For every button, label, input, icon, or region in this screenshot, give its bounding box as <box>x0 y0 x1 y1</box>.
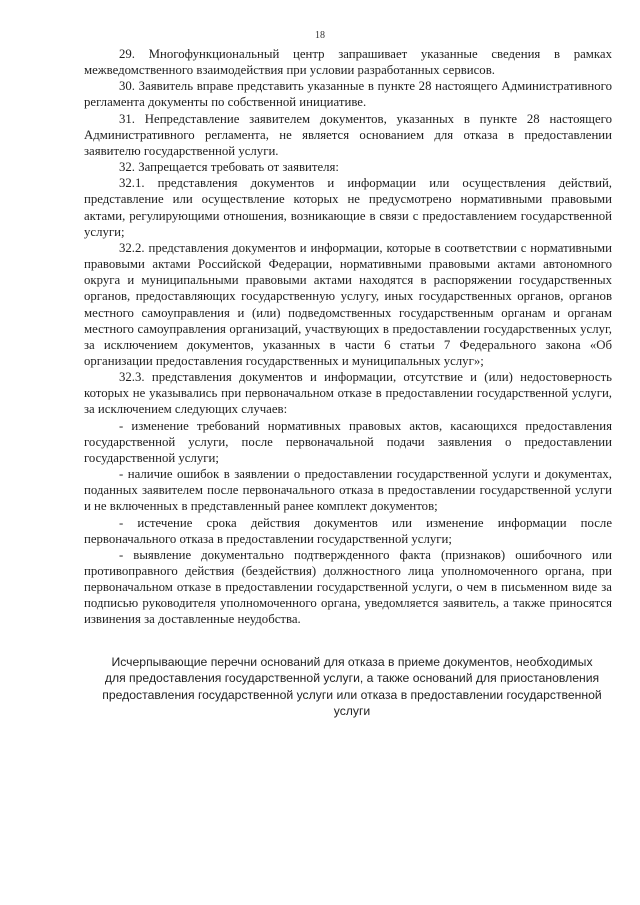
list-item: - выявление документально подтвержденного факта (признаков) ошибочного или противоправного действия (бездействия) должностного лица уполномоченного органа, при первоначальном отказе в предоставлении государственной услуги, о чем в письменном виде за подписью руководителя уполномоченного органа, уведомляется заявитель, а также приносятся извинения за доставленные неудобства. <box>84 547 612 627</box>
paragraph-32-1: 32.1. представления документов и информации или осуществления действий, представление или осуществление которых не предусмотрено нормативными правовыми актами, регулирующими отношения, возникающие в связи с предоставлением государственной услуги; <box>84 176 612 239</box>
paragraph-30: 30. Заявитель вправе представить указанные в пункте 28 настоящего Административного регламента документы по собственной инициативе. <box>84 79 612 110</box>
paragraph-32-3: 32.3. представления документов и информации, отсутствие и (или) недостоверность которых не указывались при первоначальном отказе в предоставлении государственной услуги, за исключением следующих случаев: <box>84 370 612 417</box>
paragraph-32: 32. Запрещается требовать от заявителя: <box>119 160 339 175</box>
list-item: - изменение требований нормативных правовых актов, касающихся предоставления государственной услуги, после первоначальной подачи заявления о предоставлении государственной услуги; <box>84 418 612 465</box>
paragraph-32-2: 32.2. представления документов и информации, которые в соответствии с нормативными правовыми актами Российской Федерации, нормативными правовыми актами автономного округа и муниципальными правовыми актами находятся в распоряжении государственных органов, предоставляющих государственную услугу, иных государственных органов, органов местного самоуправления и (или) подведомственных государственным органам и органам местного самоуправления организаций, участвующих в предоставлении государственных услуг, за исключением документов, указанных в части 6 статьи 7 Федерального закона «Об организации предоставления государственных и муниципальных услуг»; <box>84 240 612 368</box>
page-number: 18 <box>315 30 325 41</box>
document-body <box>84 46 612 628</box>
section-heading: Исчерпывающие перечни оснований для отказа в приеме документов, необходимых для предоставления государственной услуги, а также оснований для приостановления предоставления государственной услуги или отказа в предоставлении государственной услуги <box>102 655 602 719</box>
paragraph-31: 31. Непредставление заявителем документов, указанных в пункте 28 настоящего Административного регламента, не является основанием для отказа в предоставлении заявителю государственной услуги. <box>84 111 612 158</box>
list-item: - истечение срока действия документов или изменение информации после первоначального отказа в предоставлении государственной услуги; <box>84 515 612 546</box>
list-item: - наличие ошибок в заявлении о предоставлении государственной услуги и документах, поданных заявителем после первоначального отказа в предоставлении государственной услуги и не включенных в представленный ранее комплект документов; <box>84 467 612 514</box>
paragraph-29: 29. Многофункциональный центр запрашивает указанные сведения в рамках межведомственного взаимодействия при условии разработанных сервисов. <box>84 47 612 78</box>
